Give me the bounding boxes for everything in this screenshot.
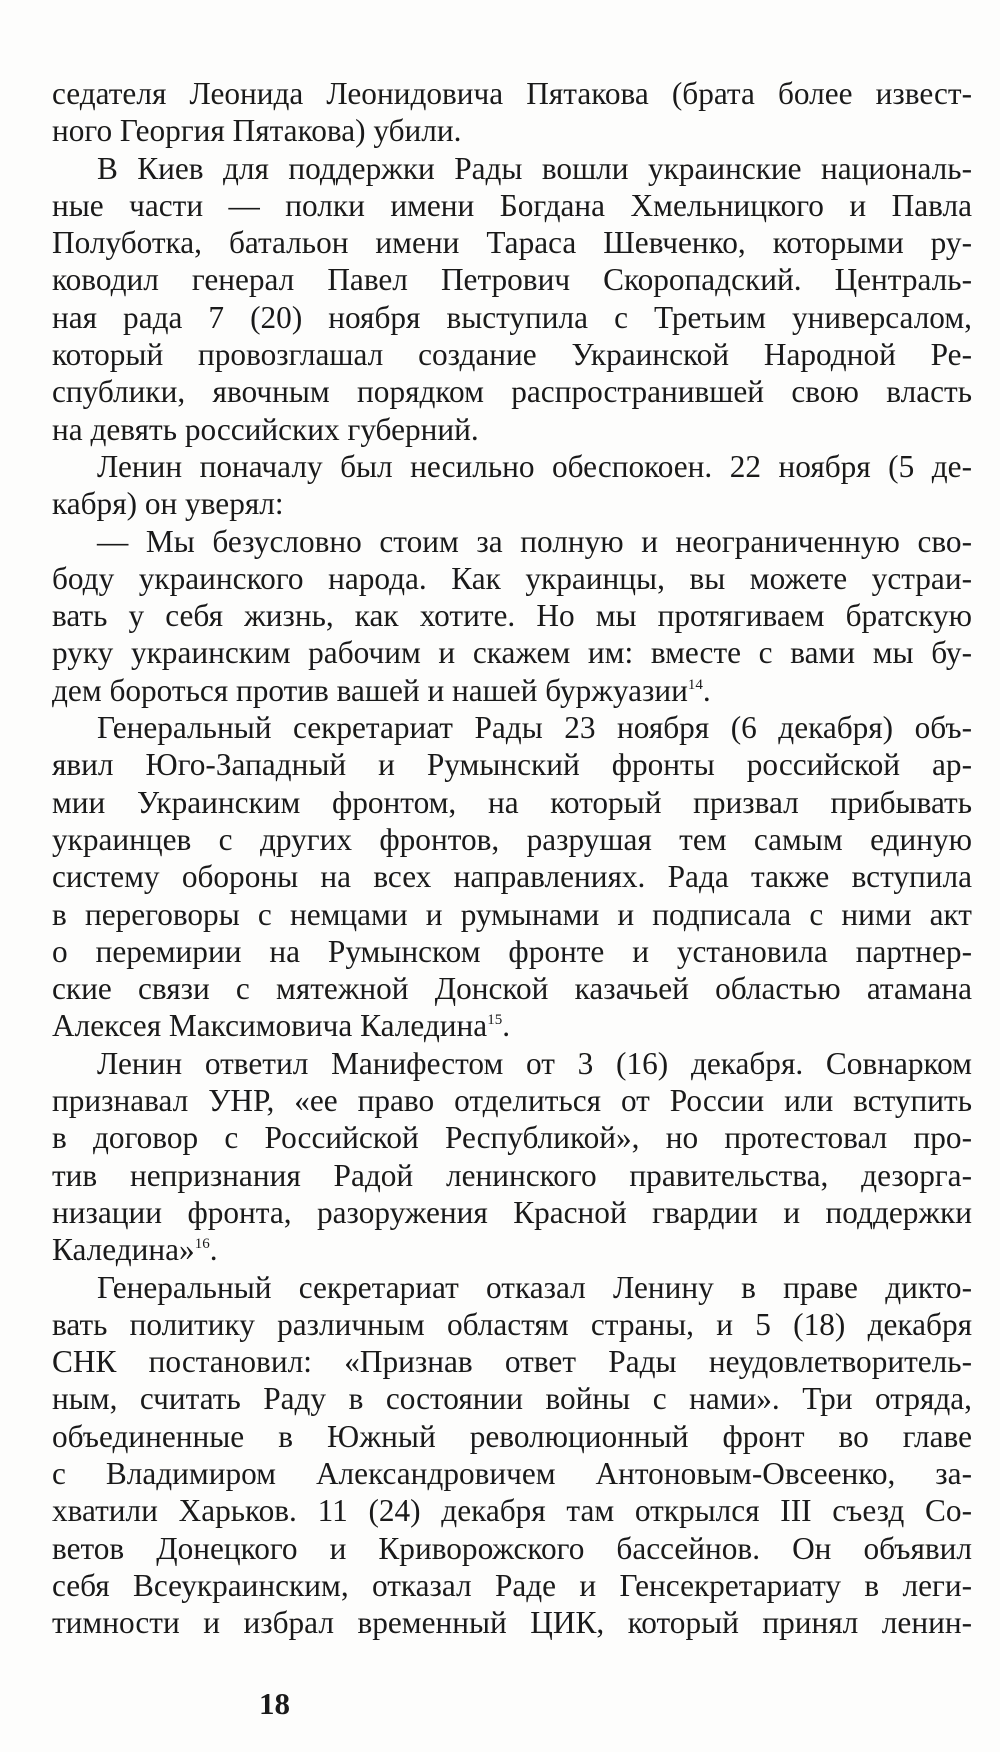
text-line [52,1194,972,1231]
text-line [52,373,972,410]
text-line [52,1418,972,1455]
text-line [52,1231,972,1268]
footnote-marker: 14 [687,676,703,693]
text-line [52,1269,972,1306]
line-text: явил Юго-Западный и Румынский фронты российской ар- [52,747,972,783]
text-line [52,970,972,1007]
text-line [52,1492,972,1529]
line-text: ным, считать Раду в состоянии войны с нами». Три отряда, [52,1381,972,1417]
text-line [52,821,972,858]
line-text: о перемирии на Румынском фронте и установила партнер- [52,933,972,969]
line-text: Ленин поначалу был несильно обеспокоен. 22 ноября (5 де- [97,448,972,484]
paragraph [52,150,972,448]
line-text: мии Украинским фронтом, на который призвал прибывать [52,784,972,820]
text-line [52,1604,972,1641]
line-text: ководил генерал Павел Петрович Скоропадский. Централь- [52,262,972,298]
text-line [52,1567,972,1604]
line-text: объединенные в Южный революционный фронт во главе [52,1418,972,1454]
text-line [52,597,972,634]
text-line [52,933,972,970]
line-text: в договор с Российской Республикой», но протестовал про- [52,1120,972,1156]
line-text: Алексея Максимовича Каледина [52,1008,488,1044]
footnote-marker: 15 [487,1012,503,1029]
body-text [52,75,972,1641]
paragraph [52,448,972,523]
text-line [52,150,972,187]
line-text: Ленин ответил Манифестом от 3 (16) декабря. Совнарком [97,1045,972,1081]
footnote-marker: 16 [194,1236,210,1253]
sentence-end: . [502,1008,511,1044]
text-line [52,896,972,933]
line-text: ные части — полки имени Богдана Хмельницкого и Павла [52,187,972,223]
text-line [52,1530,972,1567]
text-line [52,1045,972,1082]
paragraph [52,709,972,1045]
line-text: седателя Леонида Леонидовича Пятакова (брата более извест- [52,76,972,111]
text-line [52,112,972,149]
sentence-end: . [702,672,711,708]
text-line [52,672,972,709]
text-line [52,709,972,746]
line-text: Генеральный секретариат Рады 23 ноября (6 декабря) объ- [97,710,972,746]
text-line [52,1343,972,1380]
line-text: украинцев с других фронтов, разрушая тем самым единую [52,821,972,857]
line-text: Полуботка, батальон имени Тараса Шевченко, которыми ру- [52,225,972,261]
text-line [52,1082,972,1119]
line-text: кабря) он уверял: [52,486,284,522]
line-text: В Киев для поддержки Рады вошли украинские националь- [97,150,972,186]
line-text: в переговоры с немцами и румынами и подписала с ними акт [52,896,972,932]
text-line [52,187,972,224]
text-line [52,224,972,261]
text-line [52,1306,972,1343]
line-text: боду украинского народа. Как украинцы, вы можете устраи- [52,560,972,596]
line-text: ного Георгия Пятакова) убили. [52,113,462,149]
line-text: с Владимиром Александровичем Антоновым-Овсеенко, за- [52,1455,972,1491]
line-text: — Мы безусловно стоим за полную и неограниченную сво- [97,523,972,559]
line-text: ная рада 7 (20) ноября выступила с Третьим универсалом, [52,299,972,335]
text-line [52,299,972,336]
sentence-end: . [209,1232,218,1268]
line-text: хватили Харьков. 11 (24) декабря там открылся III съезд Со- [52,1493,972,1529]
text-line [52,858,972,895]
line-text: признавал УНР, «ее право отделиться от России или вступить [52,1083,972,1119]
text-line [52,411,972,448]
line-text: который провозглашал создание Украинской Народной Ре- [52,337,972,373]
text-line [52,448,972,485]
line-text: вать политику различным областям страны, и 5 (18) декабря [52,1306,972,1342]
line-text: тимности и избрал временный ЦИК, который принял ленин- [52,1605,972,1641]
text-line [52,1119,972,1156]
text-line [52,634,972,671]
text-line [52,523,972,560]
line-text: дем бороться против вашей и нашей буржуазии [52,672,688,708]
text-line [52,560,972,597]
page-number: 18 [259,1686,290,1721]
paragraph [52,75,972,150]
line-text: руку украинским рабочим и скажем им: вместе с вами мы бу- [52,635,972,671]
line-text: систему обороны на всех направлениях. Рада также вступила [52,859,972,895]
paragraph [52,1045,972,1269]
line-text: ские связи с мятежной Донской казачьей областью атамана [52,971,972,1007]
text-line [52,485,972,522]
line-text: себя Всеукраинским, отказал Раде и Генсекретариату в леги- [52,1567,972,1603]
text-line [52,1157,972,1194]
text-line [52,1380,972,1417]
line-text: вать у себя жизнь, как хотите. Но мы протягиваем братскую [52,598,972,634]
line-text: ветов Донецкого и Криворожского бассейнов. Он объявил [52,1530,972,1566]
text-line [52,261,972,298]
line-text: Генеральный секретариат отказал Ленину в праве дикто- [97,1269,972,1305]
line-text: СНК постановил: «Признав ответ Рады неудовлетворитель- [52,1344,972,1380]
line-text: спублики, явочным порядком распространившей свою власть [52,374,972,410]
line-text: низации фронта, разоружения Красной гвардии и поддержки [52,1194,972,1230]
text-line [52,784,972,821]
text-line [52,336,972,373]
line-text: тив непризнания Радой ленинского правительства, дезорга- [52,1157,972,1193]
text-line [52,746,972,783]
paragraph [52,523,972,709]
paragraph [52,1269,972,1642]
text-line [52,75,972,112]
text-line [52,1007,972,1044]
line-text: на девять российских губерний. [52,411,479,447]
line-text: Каледина» [52,1232,195,1268]
text-line [52,1455,972,1492]
